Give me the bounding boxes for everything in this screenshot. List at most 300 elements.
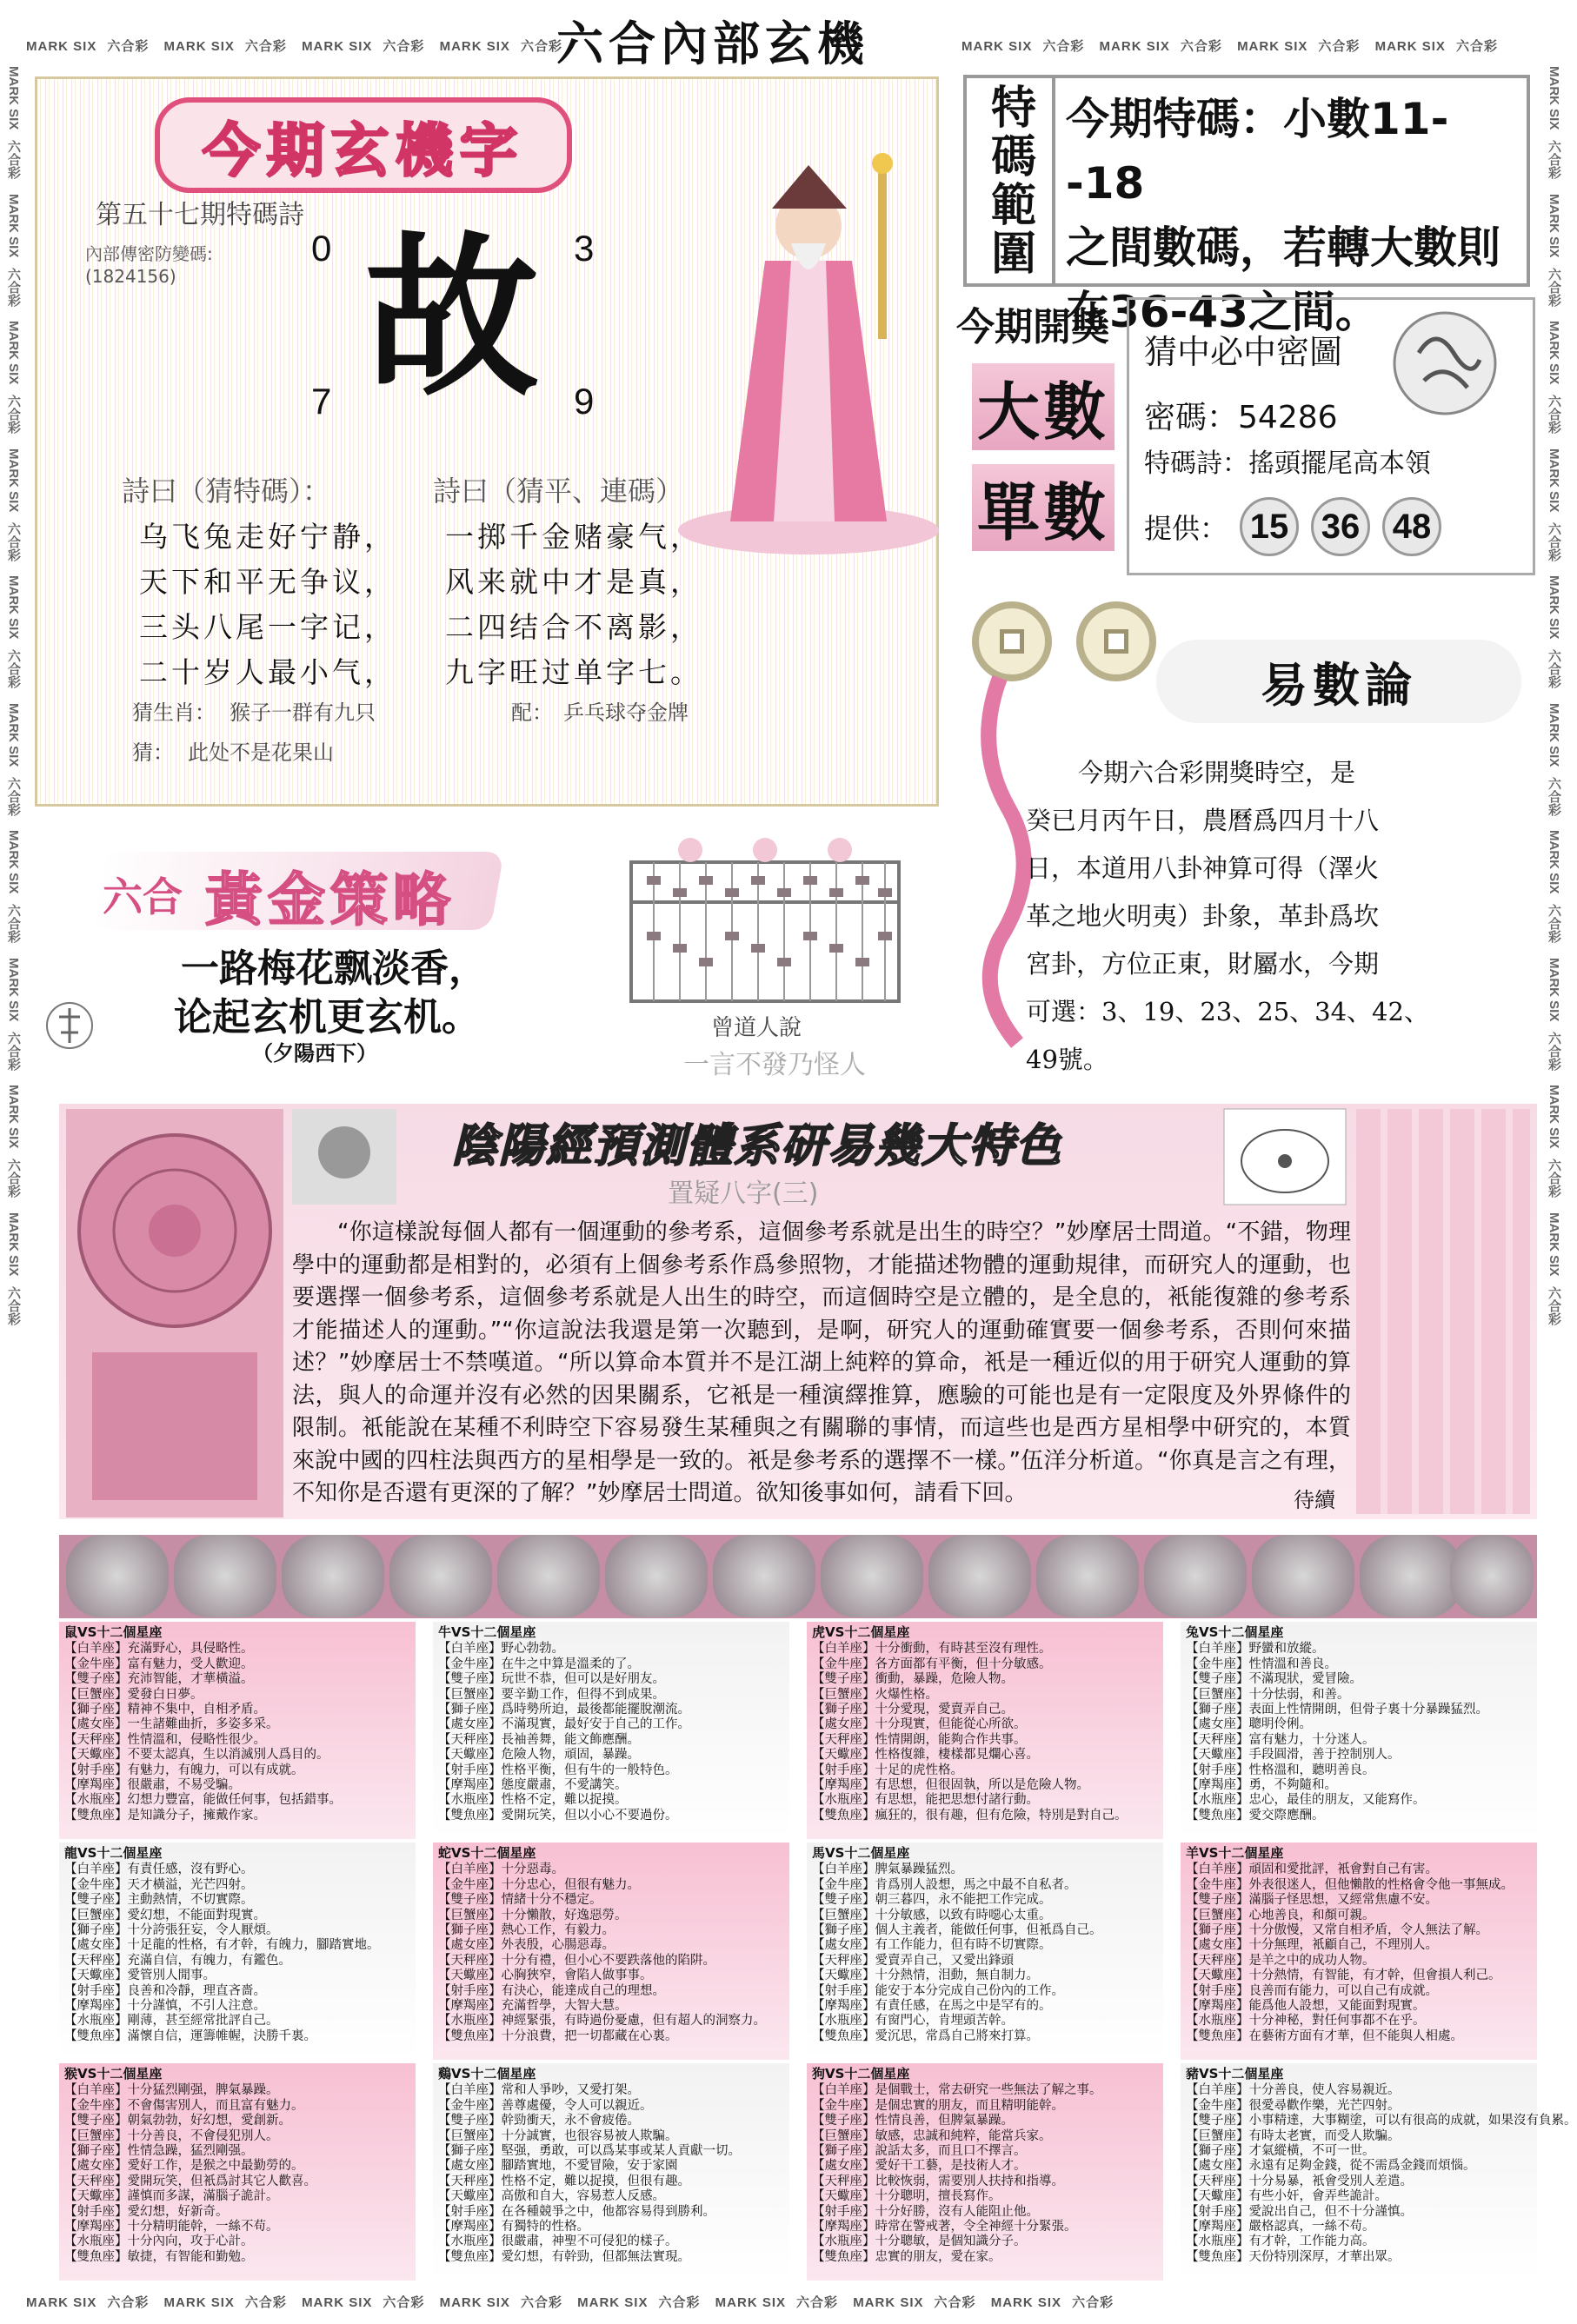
zodiac-trait: 在牛之中算是溫柔的了。 <box>501 1657 640 1671</box>
zodiac-sign: 金牛座 <box>77 2098 115 2113</box>
zodiac-row: 【雙魚座】滿懷自信，運籌帷幄，決勝千裏。 <box>64 2029 316 2043</box>
zodiac-row: 【水瓶座】有窗門心，肯埋頭苦幹。 <box>812 2014 1014 2029</box>
zodiac-trait: 性格不定，難以捉摸。 <box>501 1793 628 1808</box>
zodiac-sign: 水瓶座 <box>824 2234 862 2249</box>
zodiac-row: 【天蠍座】性格復雜，棲樣都見爛心喜。 <box>812 1748 1039 1763</box>
zodiac-trait: 性情良善，但脾氣暴躁。 <box>875 2114 1014 2128</box>
secret-code-value: 54286 <box>1238 400 1338 435</box>
zodiac-row: 【處女座】不滿現實，最好安于自己的工作。 <box>438 1717 690 1732</box>
zodiac-trait: 表面上性情開朗，但骨子裏十分暴躁猛烈。 <box>1248 1703 1488 1717</box>
zodiac-sign: 天蠍座 <box>450 1969 489 1983</box>
zodiac-sign: 獅子座 <box>450 2144 489 2159</box>
zodiac-trait: 滿腦子怪思想，又經常焦慮不安。 <box>1248 1893 1438 1908</box>
zodiac-row: 【金牛座】肯爲別人設想，馬之中最不自私者。 <box>812 1877 1077 1892</box>
zodiac-trait: 愛好干工藝，是技術人才。 <box>875 2159 1027 2174</box>
zodiac-row: 【雙魚座】愛幻想，有幹勁，但都無法實現。 <box>438 2249 690 2264</box>
zodiac-row: 【天秤座】充滿自信，有魄力，有鑑色。 <box>64 1953 291 1968</box>
zodiac-row: 【天秤座】性情開朗，能夠合作共事。 <box>812 1732 1027 1747</box>
zodiac-sign: 天秤座 <box>1198 2174 1236 2188</box>
zodiac-sign: 天秤座 <box>77 2174 115 2188</box>
zodiac-sign: 天蠍座 <box>77 1969 115 1983</box>
zodiac-row: 【金牛座】性情溫和善良。 <box>1186 1657 1337 1671</box>
poem-left-line: 天下和平无争议， <box>139 565 396 599</box>
zodiac-sign: 摩羯座 <box>1198 1999 1236 2014</box>
zodiac-sign: 雙子座 <box>824 1672 862 1687</box>
zodiac-trait: 充滿自信，有魄力，有鑑色。 <box>127 1953 291 1968</box>
zodiac-row: 【金牛座】是個忠實的朋友，而且精明能幹。 <box>812 2098 1064 2113</box>
zodiac-row: 【白羊座】脾氣暴躁猛烈。 <box>812 1863 963 1877</box>
secret-code <box>1144 393 1338 437</box>
zodiac-trait: 永遠有足夠金錢，從不需爲金錢而煩惱。 <box>1248 2159 1476 2174</box>
zodiac-row: 【獅子座】十分愛現，愛賣弄自己。 <box>812 1703 1014 1717</box>
zodiac-sign: 天蠍座 <box>824 1748 862 1763</box>
zodiac-sign: 巨蟹座 <box>450 2128 489 2143</box>
special-range-label: 特碼範圍 <box>967 78 1055 283</box>
zodiac-row: 【摩羯座】有思想，但很固執，所以是危險人物。 <box>812 1778 1089 1793</box>
page-title: 六合內部玄機 <box>556 16 869 71</box>
zodiac-trait: 十分內向，攻于心計。 <box>127 2234 254 2249</box>
zodiac-row: 【摩羯座】充滿哲學，大智大慧。 <box>438 1999 628 2014</box>
zodiac-sign: 金牛座 <box>77 1877 115 1892</box>
zodiac-trait: 十分易暴，衹會受別人差遣。 <box>1248 2174 1413 2188</box>
zodiac-row: 【水瓶座】十分神秘，對任何事都不在乎。 <box>1186 2014 1426 2029</box>
zodiac-trait: 有才幹，工作能力高。 <box>1248 2234 1375 2249</box>
zodiac-sign: 摩羯座 <box>1198 2220 1236 2234</box>
zodiac-row: 【天蠍座】愛管別人閒事。 <box>64 1969 216 1983</box>
strategy-author: （夕陽西下） <box>252 1040 377 1066</box>
zodiac-row: 【水瓶座】很嚴肅，神聖不可侵犯的樣子。 <box>438 2234 678 2249</box>
zodiac-sign: 白羊座 <box>77 1863 115 1877</box>
zodiac-row: 【雙魚座】是知識分子，擁戴作家。 <box>64 1808 266 1823</box>
zodiac-row: 【摩羯座】嚴格認真，一絲不苟。 <box>1186 2220 1375 2234</box>
zodiac-trait: 善尊處優，令人可以親近。 <box>501 2098 653 2113</box>
zodiac-trait: 十分聰敏，是個知識分子。 <box>875 2234 1027 2249</box>
zodiac-trait: 神經緊張，有時過份憂慮，但有超人的洞察力。 <box>501 2014 766 2029</box>
zodiac-trait: 很愛尋歡作樂，光芒四射。 <box>1248 2098 1401 2113</box>
zodiac-row: 【金牛座】富有魅力，受人歡迎。 <box>64 1657 254 1671</box>
zodiac-row: 【雙子座】小事精達，大事糊塗，可以有很高的成就，如果沒有負累。 <box>1186 2114 1577 2128</box>
zodiac-row: 【射手座】能安于本分完成自己份內的工作。 <box>812 1983 1064 1998</box>
zodiac-trait: 十分誇張狂妄，令人厭煩。 <box>127 1923 279 1938</box>
zodiac-trait: 手段圓滑，善于控制別人。 <box>1248 1748 1401 1763</box>
zodiac-sign: 摩羯座 <box>77 1999 115 2014</box>
zodiac-row: 【巨蟹座】敏感，忠誠和純粹，能當兵家。 <box>812 2128 1052 2143</box>
zodiac-trait: 性情溫和，侵略性很少。 <box>127 1732 266 1747</box>
article-body: “你這樣說每個人都有一個運動的參考系，這個參考系就是出生的時空？”妙摩居士問道。“不錯，物理學中的運動都是相對的，必須有上個參考系作爲參照物，才能描述物體的運動規律，而研究人的運動，也要選擇一個參考系，這個參考系就是人出生的時空，而這個時空是立體的，是全息的，衹能復雜的參考系才能描述人的運動。”“你這說法我還是第一次聽到，是啊，研究人的運動確實要一個參考系，否則何來描述？”妙摩居士不禁嘆道。“所以算命本質并不是江湖上純粹的算命，衹是一種近似的用于研究人運動的算法，與人的命運并沒有必然的因果關系，它衹是一種演繹推算，應驗的可能也是有一定限度及外界條件的限制。衹能說在某種不利時空下容易發生某種與之有關聯的事情，而這些也是西方星相學中研究的，本質來說中國的四柱法與西方的星相學是一致的。衹是參考系的選擇不一樣。”伍洋分析道。“你真是言之有理，不知你是否還有更深的了解？”妙摩居士問道。欲知後事如何，請看下回。 <box>292 1219 1351 1506</box>
issue-poem-label: 第五十七期特碼詩 <box>96 200 304 230</box>
zodiac-row: 【雙魚座】愛開玩笑，但以小心不要過份。 <box>438 1808 678 1823</box>
zodiac-sign: 水瓶座 <box>450 2014 489 2029</box>
corner-num-tr: 3 <box>574 228 595 269</box>
zodiac-row: 【天蠍座】謹慎而多謀，滿腦子詭計。 <box>64 2189 279 2204</box>
zodiac-sign: 處女座 <box>1198 1717 1236 1732</box>
zodiac-trait: 有思想，但很固執，所以是危險人物。 <box>875 1778 1089 1793</box>
zodiac-trait: 十分衝動，有時甚至沒有理性。 <box>875 1642 1052 1657</box>
zodiac-row: 【處女座】一生諸難曲折，多姿多采。 <box>64 1717 279 1732</box>
yishu-line: 癸已月丙午日，農曆爲四月十八 <box>1026 806 1380 835</box>
zodiac-row: 【水瓶座】幻想力豐富，能做任何事，包括錯事。 <box>64 1793 342 1808</box>
zodiac-row: 【天蠍座】十分聰明，擅長寫作。 <box>812 2189 1001 2204</box>
guess-zodiac-text: 猴子一群有九只 <box>230 701 376 725</box>
zodiac-trait: 十分謹慎，不引人注意。 <box>127 1999 266 2014</box>
zodiac-row: 【雙子座】不滿現狀，愛冒險。 <box>1186 1672 1362 1687</box>
zodiac-row: 【天蠍座】心胸狹窄，會陷人做事事。 <box>438 1969 653 1983</box>
zodiac-trait: 愛說出自己，但不十分謹慎。 <box>1248 2204 1413 2219</box>
zodiac-row: 【金牛座】天才橫溢，光芒四射。 <box>64 1877 254 1892</box>
zodiac-row: 【白羊座】十分猛烈剛强，脾氣暴躁。 <box>64 2083 279 2098</box>
zodiac-row: 【射手座】愛說出自己，但不十分謹慎。 <box>1186 2204 1413 2219</box>
zodiac-sign: 巨蟹座 <box>450 1908 489 1922</box>
zodiac-sign: 處女座 <box>77 1717 115 1732</box>
zodiac-trait: 有時太老實，而受人欺騙。 <box>1248 2128 1401 2143</box>
zodiac-row: 【摩羯座】十分謹慎，不引人注意。 <box>64 1999 266 2014</box>
zodiac-image <box>821 1535 923 1617</box>
zodiac-row: 【處女座】十分無理，衹顧自己，不理別人。 <box>1186 1938 1438 1953</box>
zodiac-trait: 忠心，最佳的朋友，又能寫作。 <box>1248 1793 1426 1808</box>
zodiac-trait: 性格平衡，但有牛的一般特色。 <box>501 1763 678 1777</box>
corner-num-br: 9 <box>574 381 595 422</box>
zodiac-trait: 愛幻想，好新奇。 <box>127 2204 229 2219</box>
zodiac-row: 【天秤座】十分易暴，衹會受別人差遣。 <box>1186 2174 1413 2188</box>
zodiac-sign: 巨蟹座 <box>1198 2128 1236 2143</box>
zodiac-sign: 巨蟹座 <box>824 1687 862 1702</box>
zodiac-row: 【獅子座】熱心工作，有毅力。 <box>438 1923 615 1938</box>
astrology-chart-icon <box>1224 1109 1346 1205</box>
zodiac-sign: 巨蟹座 <box>824 1908 862 1922</box>
zodiac-row: 【摩羯座】時常在警戒著，令全神經十分緊張。 <box>812 2220 1077 2234</box>
zodiac-row: 【獅子座】精神不集中，自相矛盾。 <box>64 1703 266 1717</box>
zodiac-trait: 十足的虎性格。 <box>875 1763 963 1777</box>
zodiac-cell-title: 羊VS十二個星座 <box>1186 1845 1284 1861</box>
zodiac-image <box>1252 1535 1354 1617</box>
zodiac-trait: 十分神秘，對任何事都不在乎。 <box>1248 2014 1426 2029</box>
zodiac-trait: 瘋狂的，很有趣，但有危險，特別是對自己。 <box>875 1808 1128 1823</box>
zodiac-cell <box>807 1843 1163 2060</box>
draw-odd: 單數 <box>972 464 1115 551</box>
left-border: MARK SIX六合彩 MARK SIX六合彩 MARK SIX六合彩 MARK SIX六合彩 MARK SIX六合彩 MARK SIX六合彩 MARK SIX六合彩 MARK SIX六合彩 MARK SIX六合彩 MARK SIX六合彩 <box>6 66 21 1325</box>
zodiac-trait: 聰明伶俐。 <box>1248 1717 1312 1732</box>
zodiac-cell-title: 兔VS十二個星座 <box>1186 1624 1284 1640</box>
zodiac-sign: 摩羯座 <box>824 1778 862 1793</box>
zodiac-trait: 嚴格認真，一絲不苟。 <box>1248 2220 1375 2234</box>
zodiac-trait: 有決心，能達成自己的理想。 <box>501 1983 665 1998</box>
corner-num-tl: 0 <box>311 228 332 269</box>
zodiac-grid <box>59 1622 1577 2282</box>
zodiac-sign: 天秤座 <box>77 1732 115 1747</box>
zodiac-trait: 充滿哲學，大智大慧。 <box>501 1999 628 2014</box>
zodiac-trait: 幹勁衝天，永不會疲倦。 <box>501 2114 640 2128</box>
zodiac-cell-title: 鼠VS十二個星座 <box>64 1624 163 1640</box>
zodiac-cell-title: 鷄VS十二個星座 <box>438 2066 536 2082</box>
strategy-line1: 一路梅花飘淡香， <box>181 946 487 991</box>
zodiac-row: 【雙魚座】愛沉思，常爲自己將來打算。 <box>812 2029 1039 2043</box>
zodiac-trait: 愛幻想，不能面對現實。 <box>127 1908 266 1922</box>
zodiac-sign: 水瓶座 <box>77 2234 115 2249</box>
top-border-right: MARK SIX 六合彩 MARK SIX 六合彩 MARK SIX 六合彩 MARK SIX 六合彩 <box>962 39 1498 54</box>
zodiac-sign: 天蠍座 <box>450 2189 489 2204</box>
zodiac-trait: 一生諸難曲折，多姿多采。 <box>127 1717 279 1732</box>
zodiac-trait: 敏感，忠誠和純粹，能當兵家。 <box>875 2128 1052 2143</box>
zodiac-trait: 高傲和自大，容易惹人反感。 <box>501 2189 665 2204</box>
zodiac-sign: 處女座 <box>77 2159 115 2174</box>
guess-zodiac-label: 猜生肖： <box>132 701 216 725</box>
zodiac-trait: 在藝術方面有才華，但不能與人相處。 <box>1248 2029 1463 2043</box>
yishu-line: 日，本道用八卦神算可得（澤火 <box>1026 853 1380 883</box>
zodiac-sign: 摩羯座 <box>450 2220 489 2234</box>
zodiac-row: 【射手座】十分好勝，沒有人能阻止他。 <box>812 2204 1039 2219</box>
zodiac-row: 【水瓶座】神經緊張，有時過份憂慮，但有超人的洞察力。 <box>438 2014 766 2029</box>
zodiac-image <box>1036 1535 1139 1617</box>
zodiac-row: 【雙子座】衝動，暴躁，危險人物。 <box>812 1672 1014 1687</box>
zodiac-row: 【射手座】十足的虎性格。 <box>812 1763 963 1777</box>
zodiac-row: 【白羊座】野蠻和放縱。 <box>1186 1642 1325 1657</box>
zodiac-trait: 剛薄，甚至經常批評自己。 <box>127 2014 279 2029</box>
zodiac-sign: 水瓶座 <box>1198 2014 1236 2029</box>
zodiac-sign: 雙子座 <box>450 1893 489 1908</box>
zodiac-image <box>605 1535 708 1617</box>
zodiac-sign: 處女座 <box>450 1938 489 1953</box>
zodiac-row: 【射手座】有決心，能達成自己的理想。 <box>438 1983 665 1998</box>
zodiac-trait: 充滿野心，具侵略性。 <box>127 1642 254 1657</box>
zodiac-sign: 水瓶座 <box>77 2014 115 2029</box>
zodiac-cell-title: 馬VS十二個星座 <box>812 1845 910 1861</box>
coin-icon <box>972 601 1052 681</box>
seal-stamp-icon <box>43 991 96 1060</box>
coin-icon <box>1076 601 1156 681</box>
zodiac-sign: 水瓶座 <box>450 1793 489 1808</box>
zodiac-sign: 摩羯座 <box>77 2220 115 2234</box>
zodiac-row: 【天秤座】愛開玩笑，但衹爲討其它人歡喜。 <box>64 2174 316 2188</box>
article-side-deco <box>1356 1109 1530 1514</box>
zodiac-row: 【處女座】愛好工作，是猴之中最勤勞的。 <box>64 2159 304 2174</box>
strategy-title: 黃金策略 <box>205 866 456 933</box>
zodiac-trait: 情緒十分不穩定。 <box>501 1893 602 1908</box>
zodiac-trait: 十分無理，衹顧自己，不理別人。 <box>1248 1938 1438 1953</box>
special-range-line: 之間數碼，若轉大數則 <box>1066 222 1500 273</box>
zodiac-sign: 金牛座 <box>450 1657 489 1671</box>
zodiac-row: 【獅子座】表面上性情開朗，但骨子裏十分暴躁猛烈。 <box>1186 1703 1488 1717</box>
zodiac-sign: 雙子座 <box>77 1672 115 1687</box>
guess-text: 此处不是花果山 <box>188 740 334 765</box>
zodiac-sign: 白羊座 <box>824 1642 862 1657</box>
zodiac-sign: 巨蟹座 <box>77 1908 115 1922</box>
zodiac-sign: 處女座 <box>1198 2159 1236 2174</box>
zodiac-trait: 熱心工作，有毅力。 <box>501 1923 615 1938</box>
quote-text: 一言不發乃怪人 <box>683 1050 866 1080</box>
zodiac-row: 【天秤座】是羊之中的成功人物。 <box>1186 1953 1375 1968</box>
zodiac-cell <box>59 1843 416 2060</box>
secret-seal-icon <box>1389 308 1500 419</box>
zodiac-row: 【白羊座】十分善良，使人容易親近。 <box>1186 2083 1401 2098</box>
zodiac-row: 【雙魚座】忠實的朋友，愛在家。 <box>812 2249 1001 2264</box>
zodiac-trait: 十足龍的性格，有才幹，有魄力，腳踏實地。 <box>127 1938 380 1953</box>
zodiac-trait: 各方面都有平衡，但十分敏感。 <box>875 1657 1052 1671</box>
zodiac-row: 【天秤座】性格不定，難以捉摸，但很有趣。 <box>438 2174 690 2188</box>
zodiac-row: 【金牛座】善尊處優，令人可以親近。 <box>438 2098 653 2113</box>
zodiac-row: 【雙子座】情緒十分不穩定。 <box>438 1893 602 1908</box>
zodiac-image <box>1144 1535 1247 1617</box>
zodiac-image <box>497 1535 600 1617</box>
yishu-line: 可選：3、19、23、25、34、42、 <box>1026 997 1429 1026</box>
zodiac-row: 【巨蟹座】十分怯弱，和善。 <box>1186 1687 1350 1702</box>
zodiac-row: 【射手座】愛幻想，好新奇。 <box>64 2204 229 2219</box>
zodiac-trait: 頑固和愛批評，衹會對自己有害。 <box>1248 1863 1438 1877</box>
zodiac-sign: 水瓶座 <box>824 2014 862 2029</box>
zodiac-trait: 勇，不夠隨和。 <box>1248 1778 1337 1793</box>
zodiac-sign: 雙魚座 <box>824 2029 862 2043</box>
zodiac-sign: 金牛座 <box>77 1657 115 1671</box>
zodiac-sign: 雙子座 <box>1198 1672 1236 1687</box>
zodiac-row: 【巨蟹座】愛發白日夢。 <box>64 1687 203 1702</box>
poem-left-line: 二十岁人最小气， <box>139 655 396 689</box>
zodiac-sign: 雙魚座 <box>77 1808 115 1823</box>
zodiac-trait: 長袖善舞，能文飾應酬。 <box>501 1732 640 1747</box>
zodiac-trait: 性格復雜，棲樣都見爛心喜。 <box>875 1748 1039 1763</box>
zodiac-sign: 雙魚座 <box>1198 2029 1236 2043</box>
zodiac-sign: 金牛座 <box>1198 2098 1236 2113</box>
zodiac-row: 【金牛座】很愛尋歡作樂，光芒四射。 <box>1186 2098 1401 2113</box>
pair-label: 配： <box>511 701 553 725</box>
zodiac-trait: 十分愛現，愛賣弄自己。 <box>875 1703 1014 1717</box>
zodiac-row: 【白羊座】有責任感，沒有野心。 <box>64 1863 254 1877</box>
zodiac-trait: 富有魅力，受人歡迎。 <box>127 1657 254 1671</box>
zodiac-sign: 射手座 <box>824 1983 862 1998</box>
zodiac-trait: 富有魅力，十分迷人。 <box>1248 1732 1375 1747</box>
guess-riddle <box>132 735 334 766</box>
zodiac-sign: 獅子座 <box>77 1703 115 1717</box>
abacus-illustration <box>628 836 902 1010</box>
zodiac-cell <box>807 2063 1163 2281</box>
zodiac-sign: 金牛座 <box>1198 1877 1236 1892</box>
zodiac-trait: 充沛智能，才華橫溢。 <box>127 1672 254 1687</box>
zodiac-sign: 射手座 <box>824 2204 862 2219</box>
zodiac-image <box>928 1535 1031 1617</box>
strategy-line2: 论起玄机更玄机。 <box>174 995 480 1039</box>
zodiac-row: 【處女座】腳踏實地，不愛冒險，安于家園 <box>438 2159 678 2174</box>
zodiac-trait: 愛發白日夢。 <box>127 1687 203 1702</box>
zodiac-trait: 不會傷害別人，而且富有魅力。 <box>127 2098 304 2113</box>
zodiac-sign: 巨蟹座 <box>1198 1687 1236 1702</box>
zodiac-sign: 天秤座 <box>1198 1953 1236 1968</box>
zodiac-row: 【獅子座】十分誇張狂妄，令人厭煩。 <box>64 1923 279 1938</box>
guess-label: 猜： <box>132 740 174 765</box>
zodiac-sign: 射手座 <box>824 1763 862 1777</box>
zodiac-row: 【雙魚座】在藝術方面有才華，但不能與人相處。 <box>1186 2029 1463 2043</box>
zodiac-row: 【金牛座】在牛之中算是溫柔的了。 <box>438 1657 640 1671</box>
zodiac-sign: 天蠍座 <box>1198 1748 1236 1763</box>
zodiac-row: 【處女座】十足龍的性格，有才幹，有魄力，腳踏實地。 <box>64 1938 380 1953</box>
zodiac-trait: 時常在警戒著，令全神經十分緊張。 <box>875 2220 1077 2234</box>
zodiac-cell-title: 牛VS十二個星座 <box>438 1624 536 1640</box>
zodiac-sign: 雙魚座 <box>450 2249 489 2264</box>
zodiac-row: 【處女座】有工作能力，但有時不切實際。 <box>812 1938 1052 1953</box>
zodiac-sign: 獅子座 <box>824 1923 862 1938</box>
zodiac-trait: 性情溫和善良。 <box>1248 1657 1337 1671</box>
zodiac-sign: 雙魚座 <box>824 2249 862 2264</box>
zodiac-trait: 十分惡毒。 <box>501 1863 564 1877</box>
article-continued: 待續 <box>1294 1488 1335 1512</box>
zodiac-sign: 處女座 <box>824 1938 862 1953</box>
zodiac-row: 【雙子座】滿腦子怪思想，又經常焦慮不安。 <box>1186 1893 1438 1908</box>
provide-row <box>1144 497 1441 556</box>
special-range-text <box>1055 78 1527 337</box>
zodiac-sign: 水瓶座 <box>824 1793 862 1808</box>
zodiac-sign: 摩羯座 <box>824 1999 862 2014</box>
zodiac-trait: 脾氣暴躁猛烈。 <box>875 1863 963 1877</box>
zodiac-row: 【摩羯座】十分精明能幹，一絲不苟。 <box>64 2220 279 2234</box>
zodiac-sign: 處女座 <box>77 1938 115 1953</box>
zodiac-sign: 射手座 <box>77 1763 115 1777</box>
zodiac-trait: 良善和冷靜，理直吝嗇。 <box>127 1983 266 1998</box>
zodiac-row: 【天蠍座】十分熱情，泪動，無自制力。 <box>812 1969 1039 1983</box>
zodiac-row: 【摩羯座】很嚴肅，不易受騙。 <box>64 1778 241 1793</box>
zodiac-sign: 雙子座 <box>77 1893 115 1908</box>
zodiac-row: 【處女座】十分現實，但能從心所欲。 <box>812 1717 1027 1732</box>
zodiac-row: 【天秤座】長袖善舞，能文飾應酬。 <box>438 1732 640 1747</box>
zodiac-row: 【金牛座】不會傷害別人，而且富有魅力。 <box>64 2098 304 2113</box>
zodiac-image <box>282 1535 384 1617</box>
zodiac-sign: 射手座 <box>450 2204 489 2219</box>
zodiac-row: 【雙子座】朝氣勃勃，好幻想，愛創新。 <box>64 2114 291 2128</box>
zodiac-row: 【白羊座】是個戰士，常去研究一些無法了解之事。 <box>812 2083 1102 2098</box>
zodiac-row: 【天秤座】十分有禮，但小心不要跌落他的陷阱。 <box>438 1953 715 1968</box>
zodiac-sign: 雙子座 <box>450 1672 489 1687</box>
zodiac-row: 【天秤座】富有魅力，十分迷人。 <box>1186 1732 1375 1747</box>
poem-right-label: 詩曰（猜平、連碼） <box>433 475 684 508</box>
zodiac-row: 【巨蟹座】心地善良，和顏可親。 <box>1186 1908 1375 1922</box>
article-subtitle: 置疑八字(三) <box>668 1179 819 1209</box>
zodiac-row: 【白羊座】充滿野心，具侵略性。 <box>64 1642 254 1657</box>
zodiac-row: 【巨蟹座】火爆性格。 <box>812 1687 938 1702</box>
zodiac-row: 【射手座】有魅力，有魄力，可以有成就。 <box>64 1763 304 1777</box>
zodiac-cell <box>1181 1843 1537 2060</box>
zodiac-trait: 有魅力，有魄力，可以有成就。 <box>127 1763 304 1777</box>
zodiac-trait: 個人主義者，能做任何事，但衹爲自己。 <box>875 1923 1102 1938</box>
zodiac-row: 【射手座】良善而有能力，可以自己有成就。 <box>1186 1983 1438 1998</box>
zodiac-row: 【天蠍座】不要太認真，生以消滅別人爲目的。 <box>64 1748 329 1763</box>
zodiac-cell-title: 狗VS十二個星座 <box>812 2066 910 2082</box>
zodiac-row: 【天秤座】愛賣弄自己，又愛出鋒頭 <box>812 1953 1014 1968</box>
zodiac-sign: 雙魚座 <box>450 2029 489 2043</box>
zodiac-sign: 水瓶座 <box>77 1793 115 1808</box>
zodiac-cell-title: 龍VS十二個星座 <box>64 1845 163 1861</box>
zodiac-row: 【水瓶座】有思想，能把思想付諸行動。 <box>812 1793 1039 1808</box>
zodiac-sign: 獅子座 <box>824 1703 862 1717</box>
compass-illustration <box>66 1109 283 1517</box>
zodiac-sign: 獅子座 <box>450 1923 489 1938</box>
zodiac-sign: 巨蟹座 <box>77 2128 115 2143</box>
zodiac-trait: 十分現實，但能從心所欲。 <box>875 1717 1027 1732</box>
zodiac-sign: 處女座 <box>450 1717 489 1732</box>
zodiac-sign: 天秤座 <box>450 1732 489 1747</box>
zodiac-row: 【獅子座】才氣縱橫，不可一世。 <box>1186 2144 1375 2159</box>
zodiac-row: 【水瓶座】性格不定，難以捉摸。 <box>438 1793 628 1808</box>
zodiac-trait: 愛好工作，是猴之中最勤勞的。 <box>127 2159 304 2174</box>
zodiac-trait: 幻想力豐富，能做任何事，包括錯事。 <box>127 1793 342 1808</box>
zodiac-row: 【天蠍座】危險人物，頑固，暴躁。 <box>438 1748 640 1763</box>
zodiac-sign: 處女座 <box>824 1717 862 1732</box>
zodiac-trait: 十分忠心，但很有魅力。 <box>501 1877 640 1892</box>
zodiac-row: 【天蠍座】十分熱情，有智能，有才幹，但會損人利己。 <box>1186 1969 1501 1983</box>
zodiac-row: 【獅子座】爲時勢所迫，最後都能擺脫潮流。 <box>438 1703 690 1717</box>
zodiac-sign: 白羊座 <box>1198 2083 1236 2098</box>
zodiac-trait: 有窗門心，肯埋頭苦幹。 <box>875 2014 1014 2029</box>
zodiac-row: 【巨蟹座】十分懶散，好逸惡勞。 <box>438 1908 628 1922</box>
zodiac-sign: 金牛座 <box>824 1657 862 1671</box>
zodiac-row: 【白羊座】頑固和愛批評，衹會對自己有害。 <box>1186 1863 1438 1877</box>
zodiac-trait: 天才橫溢，光芒四射。 <box>127 1877 254 1892</box>
zodiac-trait: 火爆性格。 <box>875 1687 938 1702</box>
